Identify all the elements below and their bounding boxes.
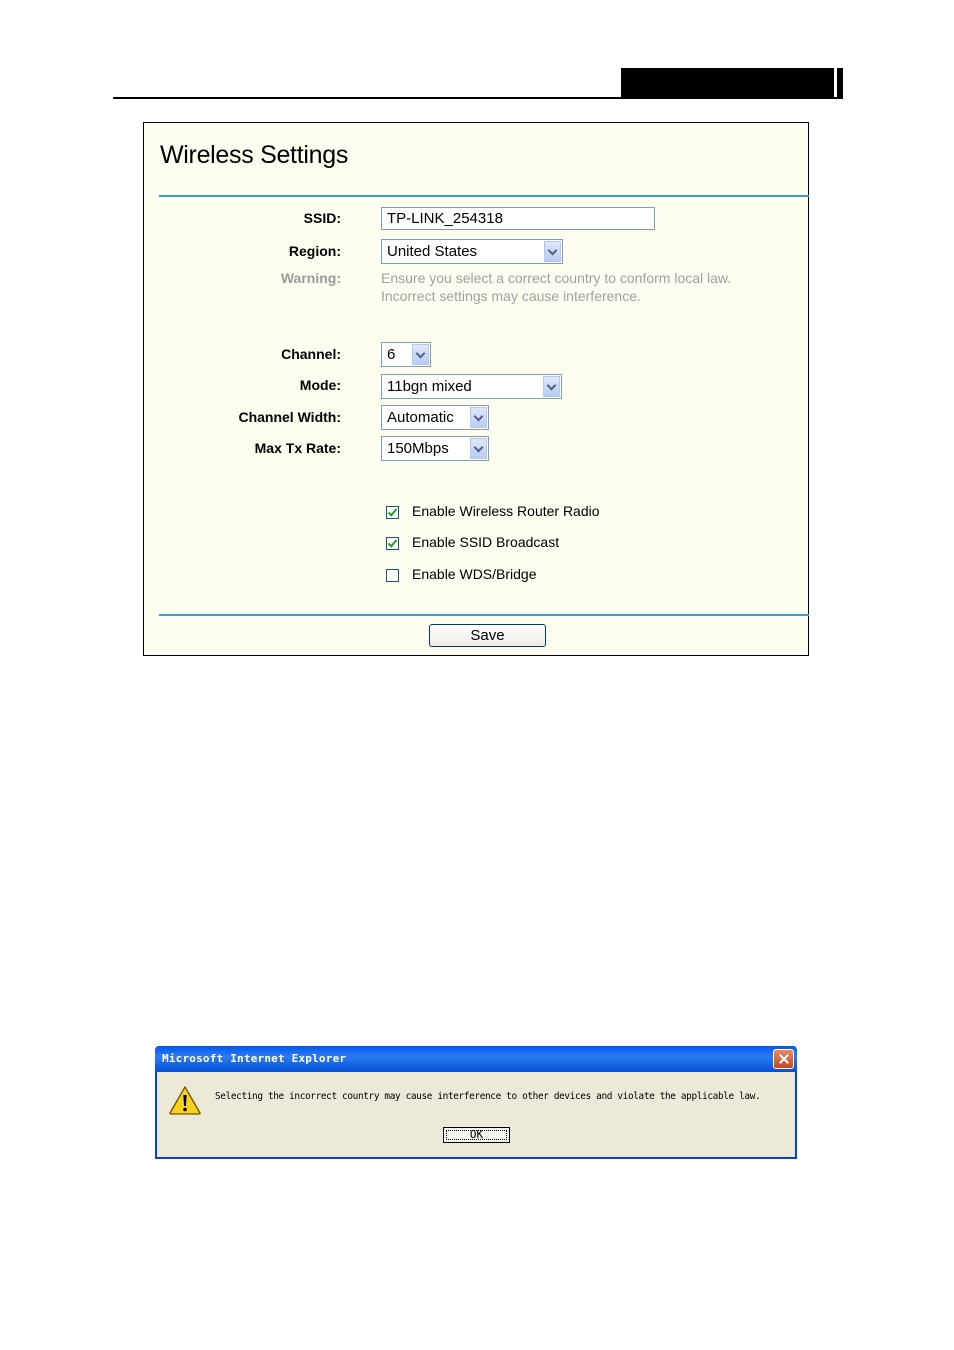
channel-label: Channel:	[281, 346, 341, 362]
mode-value: 11bgn mixed	[387, 378, 472, 395]
warning-text-line1: Ensure you select a correct country to conform local law.	[381, 270, 732, 286]
chevron-down-icon[interactable]	[543, 376, 560, 397]
chevron-down-icon[interactable]	[544, 241, 561, 262]
region-label: Region:	[288, 243, 341, 259]
close-icon[interactable]	[773, 1049, 794, 1069]
ssid-input[interactable]	[381, 207, 655, 230]
wireless-radio-checkbox[interactable]	[386, 506, 399, 519]
wireless-settings-panel	[143, 122, 809, 656]
header-rule	[113, 97, 843, 99]
ok-button[interactable]: OK	[443, 1127, 510, 1143]
warning-text-line2: Incorrect settings may cause interference.	[381, 288, 641, 304]
ssid-broadcast-checkbox[interactable]	[386, 537, 399, 550]
channel-value: 6	[387, 346, 396, 363]
bottom-divider	[159, 614, 809, 616]
chevron-down-icon[interactable]	[470, 407, 487, 428]
ssid-label: SSID:	[303, 210, 341, 226]
dialog-titlebar[interactable]	[155, 1046, 797, 1072]
warning-icon	[169, 1086, 201, 1120]
channel-width-label: Channel Width:	[238, 409, 341, 425]
warning-label: Warning:	[280, 270, 341, 286]
page-title: Wireless Settings	[160, 141, 349, 169]
dialog-title: Microsoft Internet Explorer	[162, 1052, 347, 1065]
wireless-radio-label: Enable Wireless Router Radio	[412, 503, 600, 519]
region-select[interactable]	[381, 239, 563, 264]
region-value: United States	[387, 243, 478, 260]
ssid-broadcast-label: Enable SSID Broadcast	[412, 534, 560, 550]
header-tab	[621, 68, 834, 99]
wds-bridge-checkbox[interactable]	[386, 569, 399, 582]
dialog-message: Selecting the incorrect country may cause interference to other devices and violate the applicable law.	[215, 1091, 761, 1102]
mode-select[interactable]	[381, 374, 562, 399]
save-button[interactable]: Save	[429, 624, 546, 647]
channel-select[interactable]	[381, 342, 431, 367]
max-tx-rate-select[interactable]	[381, 436, 489, 461]
channel-width-select[interactable]	[381, 405, 489, 430]
top-divider	[159, 195, 809, 197]
max-tx-rate-value: 150Mbps	[387, 440, 449, 457]
chevron-down-icon[interactable]	[412, 344, 429, 365]
dialog-body	[155, 1072, 797, 1159]
header-tab-edge	[837, 68, 843, 99]
mode-label: Mode:	[299, 377, 341, 393]
max-tx-rate-label: Max Tx Rate:	[254, 440, 341, 456]
chevron-down-icon[interactable]	[470, 438, 487, 459]
channel-width-value: Automatic	[387, 409, 454, 426]
alert-dialog	[155, 1046, 797, 1159]
wds-bridge-label: Enable WDS/Bridge	[412, 566, 537, 582]
